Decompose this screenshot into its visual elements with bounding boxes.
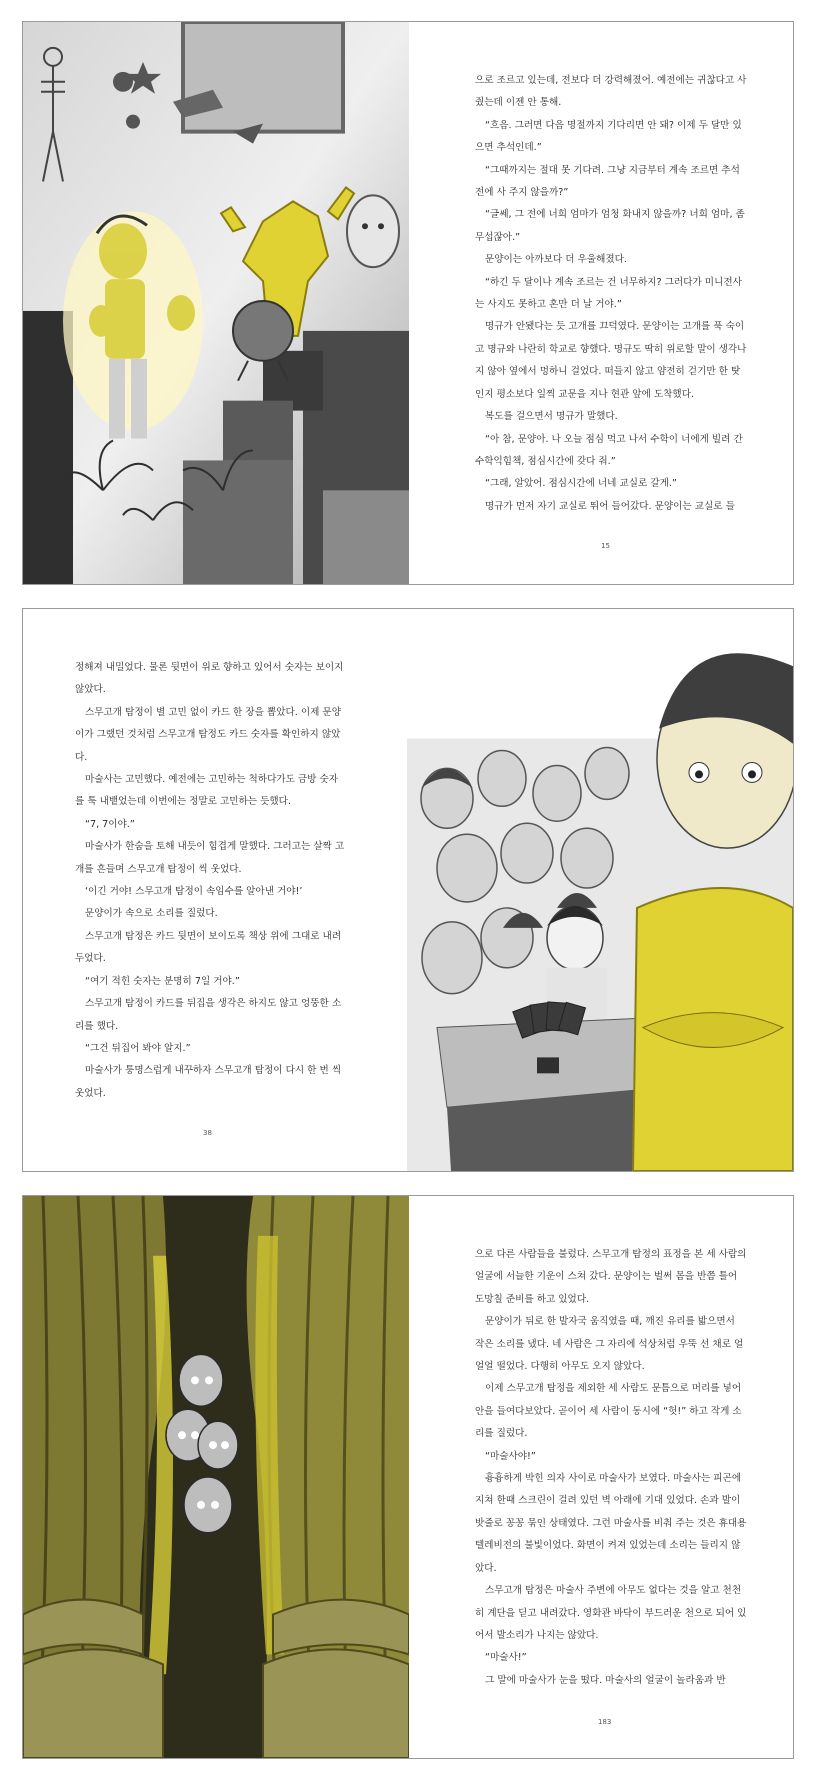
page-text-15 [475,70,747,518]
illustration-card-trick-crowd [407,609,793,1171]
paragraph: “하긴 두 달이나 계속 조르는 건 너무하지? 그러다가 미니전사는 사지도 못하고 혼만 더 날 거야.” [475,276,742,311]
paragraph: 흉흉하게 박힌 의자 사이로 마술사가 보였다. 마술사는 피곤에 지쳐 한때 스크린이 걸려 있던 벽 아래에 기대 있었다. 손과 발이 밧줄로 꽁꽁 묶인 상태였다. 그런 마술사를 비춰 주는 것은 휴대용 텔레비전의 불빛이었다. 화면이 켜져 있었는데 소리는 들리지 않았다. [475,1473,747,1574]
page-number: 15 [601,542,610,550]
illustration-theater-curtain [23,1196,409,1758]
paragraph: “여기 적힌 숫자는 분명히 7일 거야.” [85,975,240,987]
paragraph: “글쎄, 그 전에 너희 엄마가 엄청 화내지 않을까? 너희 엄마, 좀 무섭잖아.” [475,209,745,243]
paragraph: ‘이긴 거야! 스무고개 탐정이 속임수를 알아낸 거야!’ [85,886,303,898]
book-spread-3 [22,1195,794,1759]
paragraph: 문양이가 속으로 소리를 질렀다. [85,908,218,920]
paragraph: “마술사야!” [485,1450,536,1462]
paragraph: 정해져 내밀었다. 물론 뒷면이 위로 향하고 있어서 숫자는 보이지 않았다. [75,662,344,696]
paragraph: “그건 뒤집어 봐야 알지.” [85,1042,191,1054]
paragraph: 스무고개 탐정이 별 고민 없이 카드 한 장을 뽑았다. 이제 문양이가 그랬던 것처럼 스무고개 탐정도 카드 숫자를 확인하지 않았다. [75,706,341,763]
paragraph: 명규가 먼저 자기 교실로 뛰어 들어갔다. 문양이는 교실로 들 [485,500,735,512]
paragraph: 문양이는 아까보다 더 우울해졌다. [485,254,627,266]
paragraph: “그때까지는 절대 못 기다려. 그냥 지금부터 계속 조르면 추석 전에 사 주지 않을까?” [475,164,740,199]
paragraph: 스무고개 탐정은 마술사 주변에 아무도 없다는 것을 알고 천천히 계단을 딛고 내려갔다. 영화관 바닥이 부드러운 천으로 되어 있어서 발소리가 나지는 않았다. [475,1585,747,1641]
paragraph: 스무고개 탐정이 카드를 뒤집을 생각은 하지도 않고 엉뚱한 소리를 했다. [75,998,342,1032]
paragraph: 스무고개 탐정은 카드 뒷면이 보이도록 책상 위에 그대로 내려 두었다. [75,930,342,965]
paragraph: 마술사는 고민했다. 예전에는 고민하는 척하다가도 금방 숫자를 툭 내뱉었는데 이번에는 정말로 고민하는 듯했다. [75,774,339,808]
paragraph: “흐음. 그러면 다음 명절까지 기다리면 안 돼? 이제 두 달만 있으면 추석인데.” [475,119,742,154]
page-text-38 [75,657,347,1105]
page-text-183 [475,1244,747,1692]
paragraph: 마술사가 한숨을 토해 내듯이 힘겹게 말했다. 그러고는 살짝 고개를 흔들며 스무고개 탐정이 씩 웃었다. [75,841,345,875]
paragraph: 으로 다른 사람들을 불렀다. 스무고개 탐정의 표정을 본 세 사람의 얼굴에 서늘한 기운이 스쳐 갔다. 문양이는 벌써 몸을 반쯤 틀어 도망칠 준비를 하고 있었다. [475,1249,747,1305]
book-spread-2 [22,608,794,1172]
book-spread-1 [22,21,794,585]
paragraph: “마술사!” [485,1652,527,1664]
paragraph: 마술사가 퉁명스럽게 내꾸하자 스무고개 탐정이 다시 한 번 씩 웃었다. [75,1065,342,1099]
illustration-toy-shop [23,22,409,584]
paragraph: “아 참, 문양아. 나 오늘 점심 먹고 나서 수학이 너에게 빌려 간 수학익힘책, 점심시간에 갖다 줘.” [475,433,743,467]
paragraph: 문양이가 뒤로 한 발자국 움직였을 때, 깨진 유리를 밟으면서 작은 소리를 냈다. 네 사람은 그 자리에 석상처럼 우뚝 선 채로 얼얼얼 떨었다. 다행히 아무도 오지 않았다. [475,1316,744,1373]
paragraph: 그 말에 마술사가 눈을 떴다. 마술사의 얼굴이 놀라움과 반 [485,1674,726,1686]
page-number: 38 [203,1129,212,1137]
paragraph: “그래, 알았어. 점심시간에 너네 교실로 갈게.” [485,478,677,490]
page-number: 183 [598,1718,612,1726]
paragraph: 으로 조르고 있는데, 전보다 더 강력해졌어. 예전에는 귀찮다고 사 줬는데 이젠 안 통해. [475,75,747,109]
paragraph: 이제 스무고개 탐정을 제외한 세 사람도 문틈으로 머리를 넣어 안을 들여다보았다. 곧이어 세 사람이 동시에 “헛!” 하고 작게 소리를 질렀다. [475,1383,742,1440]
paragraph: 복도를 걸으면서 명규가 말했다. [485,411,618,423]
paragraph: 명규가 안됐다는 듯 고개를 끄덕였다. 문양이는 고개를 푹 숙이고 명규와 나란히 학교로 향했다. 명규도 딱히 위로할 말이 생각나지 않아 옆에서 멍하니 걸었다. 떠들지 않고 얌전히 걷기만 한 탓인지 평소보다 일찍 교문을 지나 현관 앞에 도착했다. [475,321,747,400]
paragraph: “7, 7이야.” [85,818,135,830]
